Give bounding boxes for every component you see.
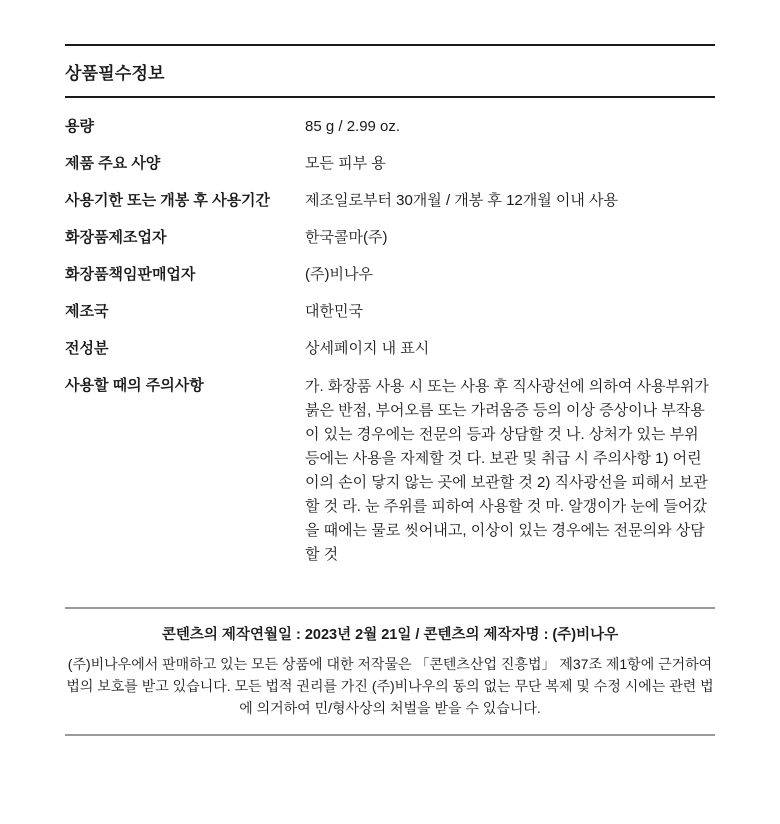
content-creation-meta: 콘텐츠의 제작연월일 : 2023년 2월 21일 / 콘텐츠의 제작자명 : (주)비나우 [161, 627, 619, 643]
row-label: 사용할 때의 주의사항 [65, 377, 204, 394]
table-row [65, 145, 715, 182]
row-value: 대한민국 [305, 303, 363, 320]
bottom-divider [65, 734, 715, 736]
row-value: 85 g / 2.99 oz. [305, 118, 401, 135]
table-row [65, 219, 715, 256]
table-row-precautions [65, 367, 715, 575]
row-value: 모든 피부 용 [305, 155, 386, 172]
copyright-notice: (주)비나우에서 판매하고 있는 모든 상품에 대한 저작물은 「콘텐츠산업 진흥법」 제37조 제1항에 근거하여 법의 보호를 받고 있습니다. 모든 법적 권리를 가진 (주)비나우의 동의 없는 무단 복제 및 수정 시에는 관련 법에 의거하여 민/형사상의 처벌을 받을 수 있습니다. [66, 656, 714, 716]
row-value: 한국콜마(주) [305, 229, 388, 246]
product-info-table [65, 98, 715, 583]
table-row [65, 182, 715, 219]
row-value: (주)비나우 [305, 266, 373, 283]
section-title: 상품필수정보 [65, 64, 165, 83]
table-row [65, 108, 715, 145]
row-label: 용량 [65, 118, 94, 135]
row-label: 화장품제조업자 [65, 229, 167, 246]
row-label: 제조국 [65, 303, 109, 320]
row-value: 상세페이지 내 표시 [305, 340, 430, 357]
copyright-footer [65, 625, 715, 719]
row-label: 화장품책임판매업자 [65, 266, 196, 283]
footer-divider [65, 607, 715, 609]
table-row [65, 256, 715, 293]
product-info-section [0, 44, 780, 736]
table-row [65, 330, 715, 367]
row-label: 제품 주요 사양 [65, 155, 161, 172]
row-value: 가. 화장품 사용 시 또는 사용 후 직사광선에 의하여 사용부위가 붉은 반점, 부어오름 또는 가려움증 등의 이상 증상이나 부작용이 있는 경우에는 전문의 등과 상담할 것 나. 상처가 있는 부위 등에는 사용을 자제할 것 다. 보관 및 취급 시 주의사항 1) 어린이의 손이 닿지 않는 곳에 보관할 것 2) 직사광선을 피해서 보관할 것 라. 눈 주위를 피하여 사용할 것 마. 알갱이가 눈에 들어갔을 때에는 물로 씻어내고, 이상이 있는 경우에는 전문의와 상담할 것 [305, 378, 709, 563]
table-row [65, 293, 715, 330]
row-value: 제조일로부터 30개월 / 개봉 후 12개월 이내 사용 [305, 192, 619, 209]
row-label: 사용기한 또는 개봉 후 사용기간 [65, 192, 271, 209]
row-label: 전성분 [65, 340, 109, 357]
